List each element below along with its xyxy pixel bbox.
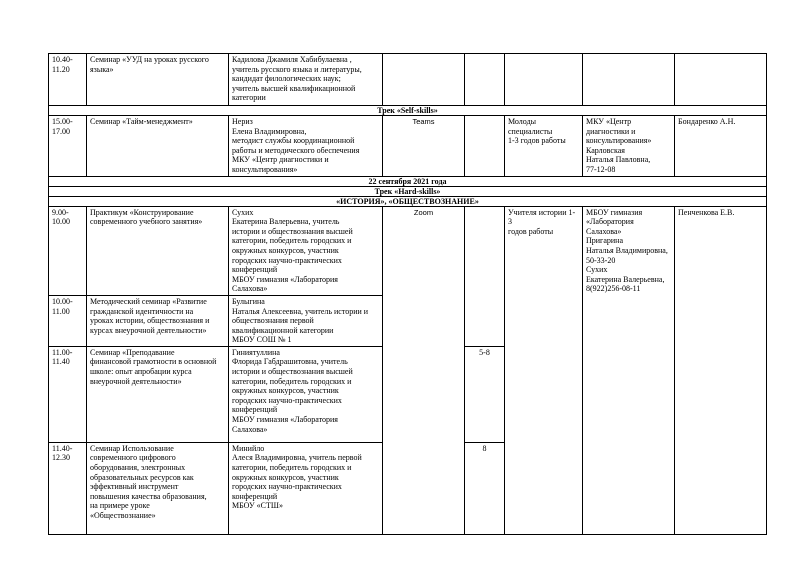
track-heading-row [49, 186, 767, 196]
responsible-cell: Пенченкова Е.В. [675, 206, 767, 534]
platform-cell: Zoom [383, 206, 465, 534]
event-cell: Семинар Использование современного цифрового оборудования, электронных образовательных ресурсов как эффективный инструмент повышения качества образования, на примере уроке «Обществознание» [87, 442, 229, 534]
organizer-cell: МКУ «Центр диагностики и консультирования» Карловская Наталья Павловна, 77-12-08 [583, 116, 675, 177]
event-cell: Семинар «УУД на уроках русского языка» [87, 54, 229, 106]
audience-cell: Молоды специалисты 1-3 годов работы [505, 116, 583, 177]
empty-cell [505, 54, 583, 106]
subject-heading: «ИСТОРИЯ», «ОБЩЕСТВОЗНАНИЕ» [49, 196, 767, 206]
time-cell: 11.40- 12.30 [49, 442, 87, 534]
speaker-cell: Нериз Елена Владимировна, методист службы координационной работы и методического обеспечения МКУ «Центр диагностики и консультирования» [229, 116, 383, 177]
time-cell: 9.00- 10.00 [49, 206, 87, 295]
audience-cell: Учителя истории 1-3 годов работы [505, 206, 583, 534]
event-cell: Методический семинар «Развитие гражданской идентичности на уроках истории, обществознания и курсах внеурочной деятельности» [87, 295, 229, 346]
empty-cell [465, 116, 505, 177]
event-cell: Семинар «Преподавание финансовой грамотности в основной школе: опыт апробации курса внеурочной деятельности» [87, 346, 229, 442]
event-cell: Практикум «Конструирование современного учебного занятия» [87, 206, 229, 295]
platform-cell: Teams [383, 116, 465, 177]
empty-cell [583, 54, 675, 106]
table-row [49, 116, 767, 177]
track-self-heading: Трек «Self-skills» [49, 106, 767, 116]
speaker-cell: Гиниятуллина Флорида Габдрашитовна, учитель истории и обществознания высшей категории, победитель городских и окружных конкурсов, участник городских научно-практических конференций МБОУ гимназия «Лаборатория Салахова» [229, 346, 383, 442]
date-heading: 22 сентября 2021 года [49, 176, 767, 186]
empty-cell [465, 54, 505, 106]
table-row [49, 54, 767, 106]
subject-heading-row [49, 196, 767, 206]
speaker-cell: Кадилова Джамиля Хабибулаевна , учитель русского языка и литературы, кандидат филологических наук; учитель высшей квалификационной категории [229, 54, 383, 106]
event-cell: Семинар «Тайм-менеджмент» [87, 116, 229, 177]
empty-cell [675, 54, 767, 106]
speaker-cell: Булыгина Наталья Алексеевна, учитель истории и обществознания первой квалификационной категории МБОУ СОШ № 1 [229, 295, 383, 346]
date-heading-row [49, 176, 767, 186]
time-cell: 15.00- 17.00 [49, 116, 87, 177]
time-cell: 10.40- 11.20 [49, 54, 87, 106]
time-cell: 10.00- 11.00 [49, 295, 87, 346]
time-cell: 11.00- 11.40 [49, 346, 87, 442]
track-hard-heading: Трек «Hard-skills» [49, 186, 767, 196]
empty-cell [383, 54, 465, 106]
track-heading-row [49, 106, 767, 116]
speaker-cell: Сухих Екатерина Валерьевна, учитель истории и обществознания высшей категории, победитель городских и окружных конкурсов, участник городских научно-практических конференций МБОУ гимназия «Лаборатория Салахова» [229, 206, 383, 295]
responsible-cell: Бондаренко А.Н. [675, 116, 767, 177]
table-row [49, 206, 767, 295]
organizer-cell: МБОУ гимназия «Лаборатория Салахова» Пригарина Наталья Владимировна, 50-33-20 Сухих Екатерина Валерьевна, 8(922)256-08-11 [583, 206, 675, 534]
grade-cell: 5-8 [465, 346, 505, 442]
schedule-table [48, 53, 767, 535]
grade-cell [465, 206, 505, 346]
schedule-page [48, 53, 766, 535]
grade-cell: 8 [465, 442, 505, 534]
speaker-cell: Минийло Алеся Владимировна, учитель первой категории, победитель городских и окружных конкурсов, участник городских научно-практических конференций МБОУ «СТШ» [229, 442, 383, 534]
